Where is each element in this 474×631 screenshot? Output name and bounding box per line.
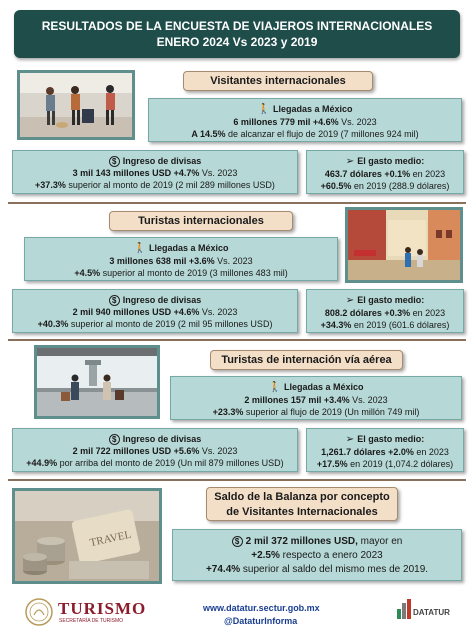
coins-passport-photo <box>12 488 162 584</box>
traveler-icon: 🚶 <box>257 104 270 115</box>
plaza-tourists-photo <box>345 207 463 283</box>
currency-box-air: $ Ingreso de divisas 2 mil 722 millones USD +5.6% Vs. 2023 +44.9% por arriba del monto de 2019 (Un mil 879 millones USD) <box>12 428 298 472</box>
brand-name: TURISMO <box>58 599 147 618</box>
currency-box-tourists: $ Ingreso de divisas 2 mil 940 millones USD +4.6% Vs. 2023 +40.3% superior al monto de 2019 (2 mil 95 millones USD) <box>12 289 298 333</box>
arrow-icon: ➢ <box>345 434 355 445</box>
spend-box-air: ➢ El gasto medio: 1,261.7 dólares +2.0% en 2023 +17.5% en 2019 (1,074.2 dólares) <box>306 428 464 472</box>
airport-window-photo <box>34 345 160 419</box>
currency-box-visitors: $ Ingreso de divisas 3 mil 143 millones USD +4.7% Vs. 2023 +37.3% superior al monto de 2019 (2 mil 289 millones USD) <box>12 150 298 194</box>
header-subtitle: ENERO 2024 Vs 2023 y 2019 <box>156 35 318 49</box>
dollar-icon: $ <box>232 536 243 547</box>
report-header <box>14 10 460 58</box>
section-tag-balance: Saldo de la Balanza por concepto de Visitantes Internacionales <box>206 487 398 521</box>
svg-text:TRAVEL: TRAVEL <box>88 528 133 550</box>
mexico-seal-icon <box>24 597 54 627</box>
dollar-icon: $ <box>109 295 120 306</box>
traveler-icon: 🚶 <box>133 243 146 254</box>
arrivals-box-air: 🚶 Llegadas a México 2 millones 157 mil +3.4% Vs. 2023 +23.3% superior al flujo de 2019 (Un millón 749 mil) <box>170 376 462 420</box>
arrivals-box-visitors: 🚶 Llegadas a México 6 millones 779 mil +4.6% Vs. 2023 A 14.5% de alcanzar el flujo de 2019 (7 millones 924 mil) <box>148 98 462 142</box>
social-handle-link[interactable]: @DataturInforma <box>224 616 298 626</box>
spend-box-tourists: ➢ El gasto medio: 808.2 dólares +0.3% en 2023 +34.3% en 2019 (601.6 dólares) <box>306 289 464 333</box>
arrow-icon: ➢ <box>345 156 355 167</box>
balance-box: $ 2 mil 372 millones USD, mayor en +2.5% respecto a enero 2023 +74.4% superior al saldo del mismo mes de 2019. <box>172 529 462 581</box>
datatur-logo <box>397 597 453 627</box>
dollar-icon: $ <box>109 156 120 167</box>
section-tag-international-tourists: Turistas internacionales <box>109 211 293 231</box>
section-divider <box>8 339 466 341</box>
bar-chart-icon <box>397 597 413 619</box>
dollar-icon: $ <box>109 434 120 445</box>
website-link[interactable]: www.datatur.sectur.gob.mx <box>203 603 320 613</box>
section-divider <box>8 202 466 204</box>
airport-travelers-photo <box>17 70 135 140</box>
spend-box-visitors: ➢ El gasto medio: 463.7 dólares +0.1% en 2023 +60.5% en 2019 (288.9 dólares) <box>306 150 464 194</box>
section-tag-air-tourists: Turistas de internación vía aérea <box>210 350 403 370</box>
datatur-brand: DATATUR <box>413 608 450 617</box>
arrow-icon: ➢ <box>345 295 355 306</box>
header-title: RESULTADOS DE LA ENCUESTA DE VIAJEROS INTERNACIONALES <box>41 19 433 33</box>
brand-subtitle: SECRETARÍA DE TURISMO <box>59 618 123 624</box>
arrivals-box-tourists: 🚶 Llegadas a México 3 millones 638 mil +3.6% Vs. 2023 +4.5% superior al monto de 2019 (3 millones 483 mil) <box>24 237 338 281</box>
traveler-icon: 🚶 <box>268 382 281 393</box>
section-tag-international-visitors: Visitantes internacionales <box>183 71 373 91</box>
section-divider <box>8 479 466 481</box>
